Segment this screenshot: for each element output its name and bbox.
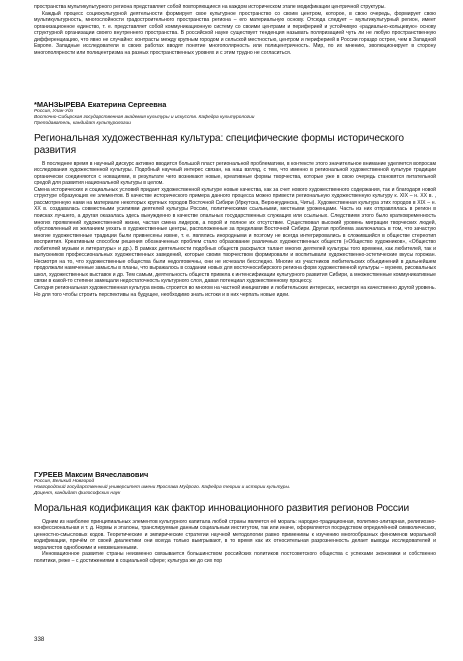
article-paragraph: Смена исторических и социальных условий придает художественной культуре новые качества, как за счет нового художественного содержания, так и благодаря новой структуре образующих ее элементов. В качестве исторического примера данного процесса можно привести региональную художественную культуру к. XIX – н. XX в. , рассмотренную нами на материале некоторых крупных городов Восточной Сибири (Иркутска, Верхнеудинска, Читы). Художественная культура этих городов в XIX – н. XX в. создавалась совместными усилиями деятелей культуры России, политическими ссыльными, местными уроженцами. Часть из них отправлялась в регион в поисках лучшего, а другая оказалась здесь вынужденно в качестве опальных государственных служащих или ссыльных. Следствием этого было кратковременность многих проявлений художественной жизни, частая смена лидеров, а порой и полное их отсутствие. Существовал высокий уровень миграции творческих людей, обусловленный их желанием уехать в художественные центры, расположенные за пределами Восточной Сибири. Другая проблема заключалась в том, что зачастую многие художественные традиции были привнесены извне, т. е. являлись инородными и поэтому не всегда интегрировались в сложившийся в обществе стереотип восприятия. Креативным способом решения обозначенных проблем стало образование различных художественных обществ («Общество художников», «Общество любителей музыки и литературы» и др.). В рамках деятельности подобных обществ раскрылся талант многих деятелей культуры того времени, как любителей, так и выпускников профессиональных художественных заведений, которые своим творчеством формировали и воспитывали художественно-эстетические вкусы горожан. Несмотря на то, что художественные общества были недолговечны, они не исчезали бесследно. Многие из участников любительских объединений в дальнейшем продолжали намеченные замыслы в планы, что выражалось в создании новых для восточносибирского региона форм художественной культуры – музеев, рисовальных школ, художественных выставок и др. Тем самым, деятельность обществ привела к интенсификации культурного развития Сибири, а множественные коммуникативные связи в какой-то степени замещали недостаточность культурного слоя, давая потенциал художественному процессу. [34, 186, 436, 285]
article-paragraph: Сегодня региональная художественная культура вновь строится во многом на частной инициативе и любительских интересах, несмотря на качественно другой уровень. Но для того чтобы строить перспективы на будущее, необходимо знать истоки и в них черпать новые идеи. [34, 285, 436, 298]
author-name: ГУРЕЕВ Максим Вячеславович [34, 470, 149, 479]
author-affiliation: Восточно-Сибирская государственная академия культуры и искусств. Кафедра культурологии [34, 115, 255, 121]
article-paragraph: Одним из наиболее принципиальных элементов культурного капитала любой страны является её мораль: народно-традиционная, политико-элитарная, религиозно-конфессиональная и т. д. Нормы и эталоны, транслируемые данным социальным институтом, так или иначе, оформляются посредством определённой символических, ценностно-смысловых кодов. Теоретические и эмпирические стратегии научной методологии равно применимы к изучению многообразных феноменов моральной кодификации, причём от своей диалектики они всегда только выигрывают, в то время как их относительная разрозненность делает выводы исследователей и моралистов однобокими и невзвешенными. [34, 518, 436, 551]
author-location: Россия, Великий Новгород [34, 479, 95, 484]
author-degree: Доцент, кандидат философских наук [34, 491, 121, 497]
article-1 [34, 100, 436, 298]
author-name: *МАНЗЫРЕВА Екатерина Сергеевна [34, 100, 167, 109]
author-degree: Преподаватель, кандидат культурологии [34, 121, 131, 127]
page-number: 338 [34, 636, 45, 643]
article-2 [34, 470, 436, 564]
author-location: Россия, Улан-Удэ [34, 109, 74, 114]
article-title: Региональная художественная культура: специфические формы исторического развития [34, 132, 404, 156]
author-affiliation: Новгородский государственный университет имени Ярослава Мудрого. Кафедра теории и истории культуры. [34, 485, 291, 491]
article-title: Моральная кодификация как фактор инновационного развития регионов России [34, 502, 410, 514]
article-paragraph: В последнее время в научный дискурс активно вводится большой пласт региональной проблематики, в контексте этого значительное внимание уделяется вопросам исследования художественной культуры. Подобный научный интерес связан, на наш взгляд, с тем, что именно в региональной художественной культуре традиции органически соединяются с новациями, в результате чего возникают новые, креативные формы творчества, которые уже в свою очередь становятся питательной средой для развития национальной культуры в целом. [34, 160, 436, 187]
article-paragraph: Инновационное развитие страны неизменно связывается большинством российских политиков постсоветского общества с успехами экономики и собственно политики, реже – с достижениями в социальной сфере; культура же до сих пор [34, 551, 436, 564]
intro-paragraph-1: пространства мультикультурного региона представляет собой повторяющиеся на каждом историческом этапе модификации центричной структуры. [34, 4, 386, 10]
intro-paragraph-2: Каждый процесс социокультурной деятельности формирует свое культурное пространство со своим центром, которое, в свою очередь, формирует свою мультикультурность, многослойности градостроительного пространства региона – его материальную основу. Отсюда следует – мультикультурный регион, имеет организационное единство, т. е. представляет собой коммуникационную систему со своими центрами и периферией и устойчивую «радиально-кольцевую» основу структурной организации своего внутреннего пространства. В российской науке существует тенденция называть поляризацией чуть ли не любую пространственную дифференциацию, что явно не случайно: контрасты между крупным городом и сельской местностью, центром и периферией в России гораздо острее, чем в Западной Европе. Западные исследователи в своих работах вводят понятие многополярность или полицентричность. Мир, по их мнению, эволюционирует в сторону многополярности или полицентризма на разных пространственных уровнях и с этим трудно не согласиться. [34, 10, 436, 56]
intro-section [34, 4, 436, 56]
